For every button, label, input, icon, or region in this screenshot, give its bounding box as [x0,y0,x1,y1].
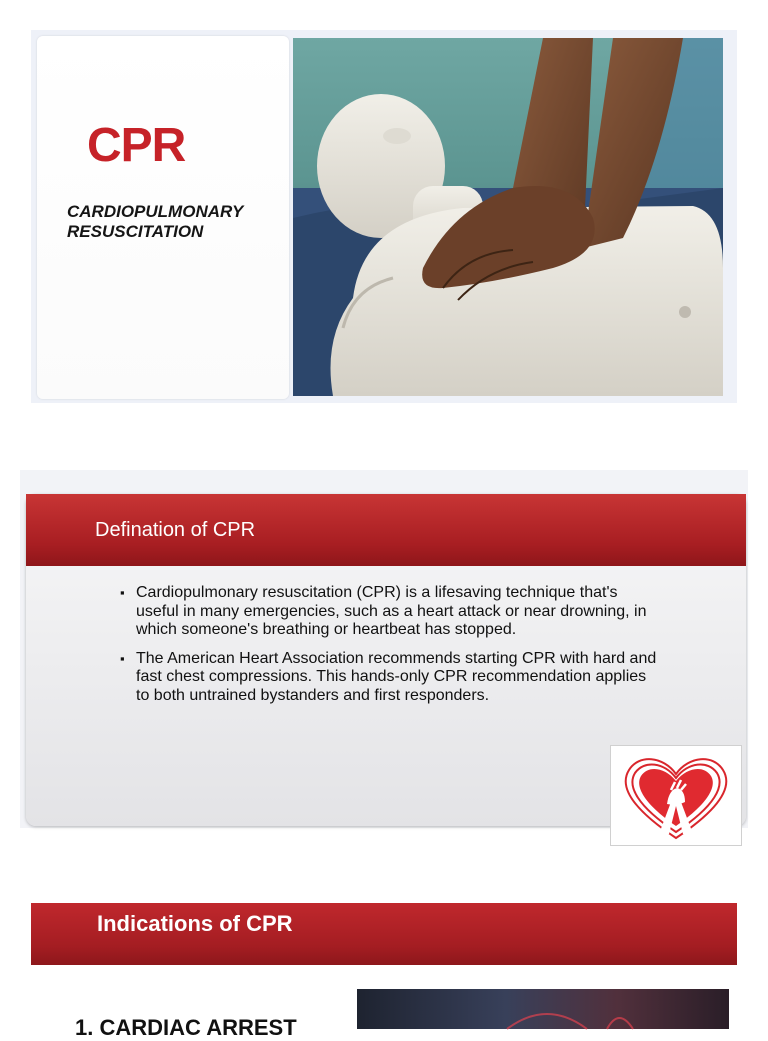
cardiac-photo-graphic [357,989,729,1029]
slide-definition [20,470,748,828]
bullet-icon: ▪ [120,650,125,666]
heart-logo-graphic [611,746,741,845]
bullet-list [120,584,660,715]
bullet-text: The American Heart Association recommends starting CPR with hard and fast chest compressions. This hands-only CPR recommendation applies to both untrained bystanders and first responders. [136,649,657,704]
slide-heading: Defination of CPR [95,519,256,541]
bullet-icon: ▪ [120,585,125,600]
definition-card [26,494,746,826]
list-item [120,650,660,706]
heart-hands-icon [610,745,742,846]
title-band [31,903,737,965]
slide-title [31,30,737,403]
bullet-text: Cardiopulmonary resuscitation (CPR) is a lifesaving technique that's useful in many emergencies, such as a heart attack or near drowning, in which someone's breathing or heartbeat has stopped. [136,584,647,638]
slide-main-title: CPR [87,119,186,172]
list-item [120,584,660,640]
slide-heading: Indications of CPR [97,911,293,936]
slide-subtitle [67,202,287,242]
subtitle-line-2: RESUSCITATION [67,222,204,241]
cpr-training-photo [293,38,723,396]
subtitle-line-1: CARDIOPULMONARY [67,202,244,221]
cpr-photo-illustration [293,38,723,396]
cardiac-arrest-photo [357,989,729,1029]
title-band [26,494,746,566]
slide-indications [31,903,737,1040]
indication-item: 1. CARDIAC ARREST [75,1015,297,1040]
